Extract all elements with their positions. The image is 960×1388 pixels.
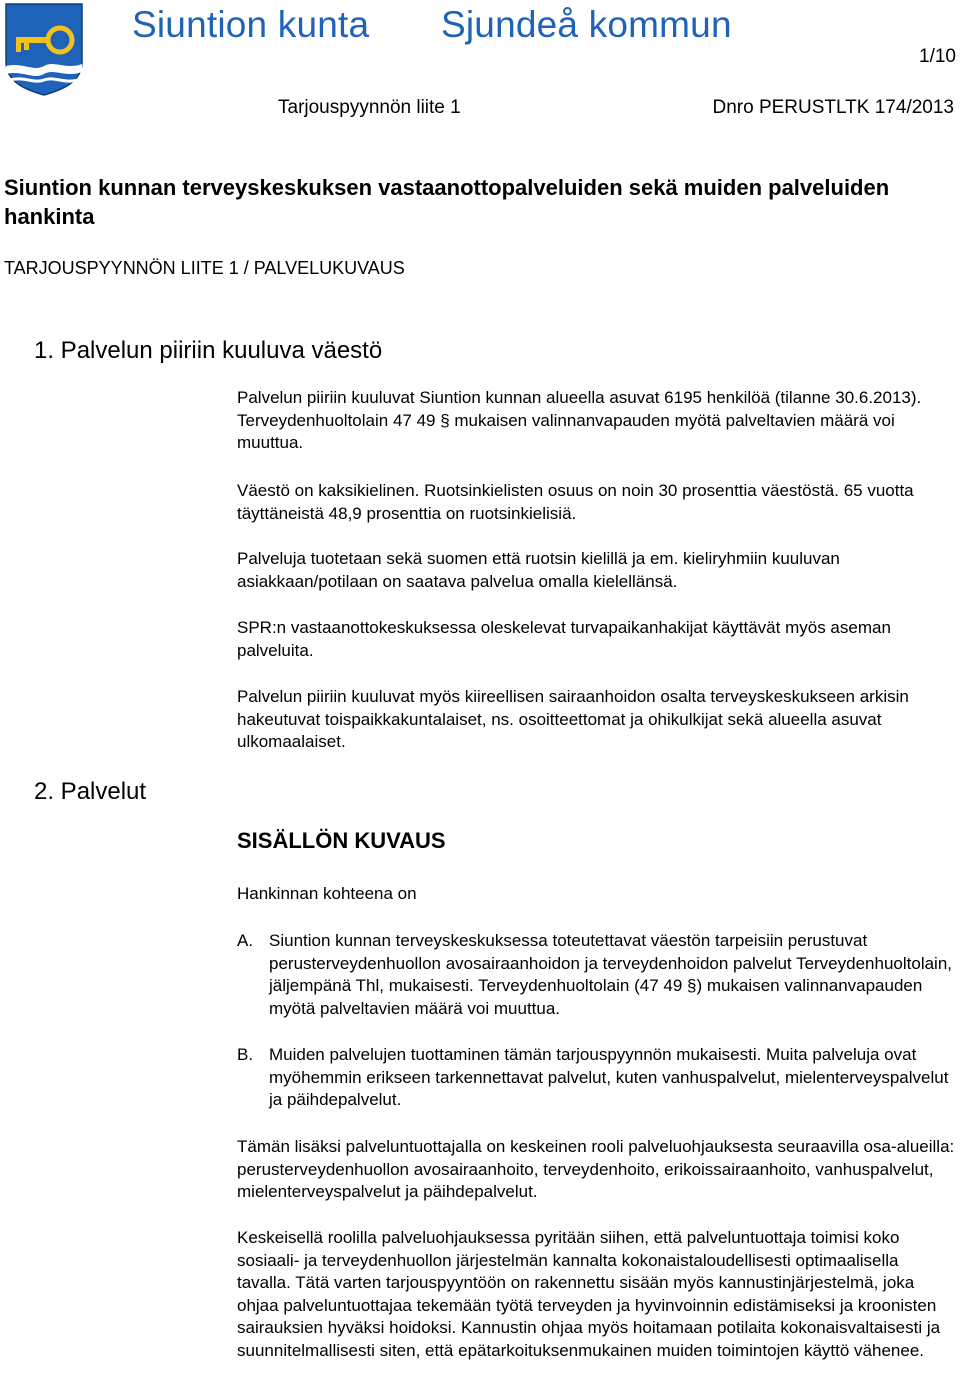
list-item-text: Muiden palvelujen tuottaminen tämän tarjouspyynnön mukaisesti. Muita palveluja ovat myöhemmin erikseen tarkennettavat palvelut, kuten vanhuspalvelut, mielenterveyspalvelut ja päihdepalvelut. [269,1045,949,1109]
municipality-name-finnish: Siuntion kunta [132,4,370,45]
list-item-text: Siuntion kunnan terveyskeskuksessa toteutettavat väestön tarpeisiin perustuvat perusterveydenhuollon avosairaanhoidon ja terveydenhoidon palvelut Terveydenhuoltolain, jäljempänä Thl, mukaisesti. Terveydenhuoltolain (47 49 §) mukaisen valinnanvapauden myötä palveltavien määrä voi muuttua. [269,931,953,1018]
procurement-intro: Hankinnan kohteena on [237,884,417,903]
coat-of-arms-icon [4,2,84,96]
list-item-marker: A. [237,931,254,950]
content-description-heading: SISÄLLÖN KUVAUS [237,828,446,853]
section-1-paragraph: Palvelun piiriin kuuluvat Siuntion kunnan alueella asuvat 6195 henkilöä (tilanne 30.6.2013). Terveydenhuoltolain 47 49 § mukaisen valinnanvapauden myötä palveltavien määrä voi muuttua. [237,388,922,452]
section-2-heading: 2. Palvelut [34,778,147,805]
document-subtitle: TARJOUSPYYNNÖN LIITE 1 / PALVELUKUVAUS [4,258,405,278]
document-title: Siuntion kunnan terveyskeskuksen vastaanottopalveluiden sekä muiden palveluiden hankinta [4,175,890,229]
list-item [237,1044,955,1112]
list-item-marker: B. [237,1045,254,1064]
section-2-paragraph: Keskeisellä roolilla palveluohjauksessa pyritään siihen, että palveluntuottaja toimisi koko sosiaali- ja terveydenhuollon järjestelmän kannalta kokonaistaloudellisesti optimaalisella tavalla. Tätä varten tarjouspyyntöön on rakennettu sisään myös kannustinjärjestelmä, joka ohjaa palveluntuottajaa tekemään työtä terveyden ja hyvinvoinnin edistämiseksi ja kroonisten sairauksien hyväksi hoidoksi. Kannustin ohjaa myös hoitamaan potilaita kokonaisvaltaisesti ja suunnitelmallisesti siten, että epätarkoituksenmukainen muiden toimintojen käyttö vähenee. [237,1228,941,1360]
page-number: 1/10 [919,46,956,67]
section-1-paragraph: SPR:n vastaanottokeskuksessa oleskelevat turvapaikanhakijat käyttävät myös aseman palveluita. [237,618,891,660]
section-2-paragraph: Tämän lisäksi palveluntuottajalla on keskeinen rooli palveluohjauksesta seuraavilla osa-alueilla: perusterveydenhuollon avosairaanhoito, terveydenhoito, erikoissairaanhoito, vanhuspalvelut, mielenterveyspalvelut ja päihdepalvelut. [237,1137,955,1201]
list-item [237,930,955,1020]
municipality-name-swedish: Sjundeå kommun [441,4,732,45]
reference-number: Dnro PERUSTLTK 174/2013 [712,97,954,118]
attachment-label: Tarjouspyynnön liite 1 [278,97,461,118]
section-1-paragraph: Palvelun piiriin kuuluvat myös kiireellisen sairaanhoidon osalta terveyskeskukseen arkisin hakeutuvat toispaikkakuntalaiset, ns. osoitteettomat ja ohikulkijat sekä alueella asuvat ulkomaalaiset. [237,687,909,751]
section-1-paragraph: Palveluja tuotetaan sekä suomen että ruotsin kielillä ja em. kieliryhmiin kuuluvan asiakkaan/potilaan on saatava palvelua omalla kielellänsä. [237,549,840,591]
section-1-paragraph: Väestö on kaksikielinen. Ruotsinkielisten osuus on noin 30 prosenttia väestöstä. 65 vuotta täyttäneistä 48,9 prosenttia on ruotsinkielisiä. [237,481,914,523]
section-1-heading: 1. Palvelun piiriin kuuluva väestö [34,337,383,364]
